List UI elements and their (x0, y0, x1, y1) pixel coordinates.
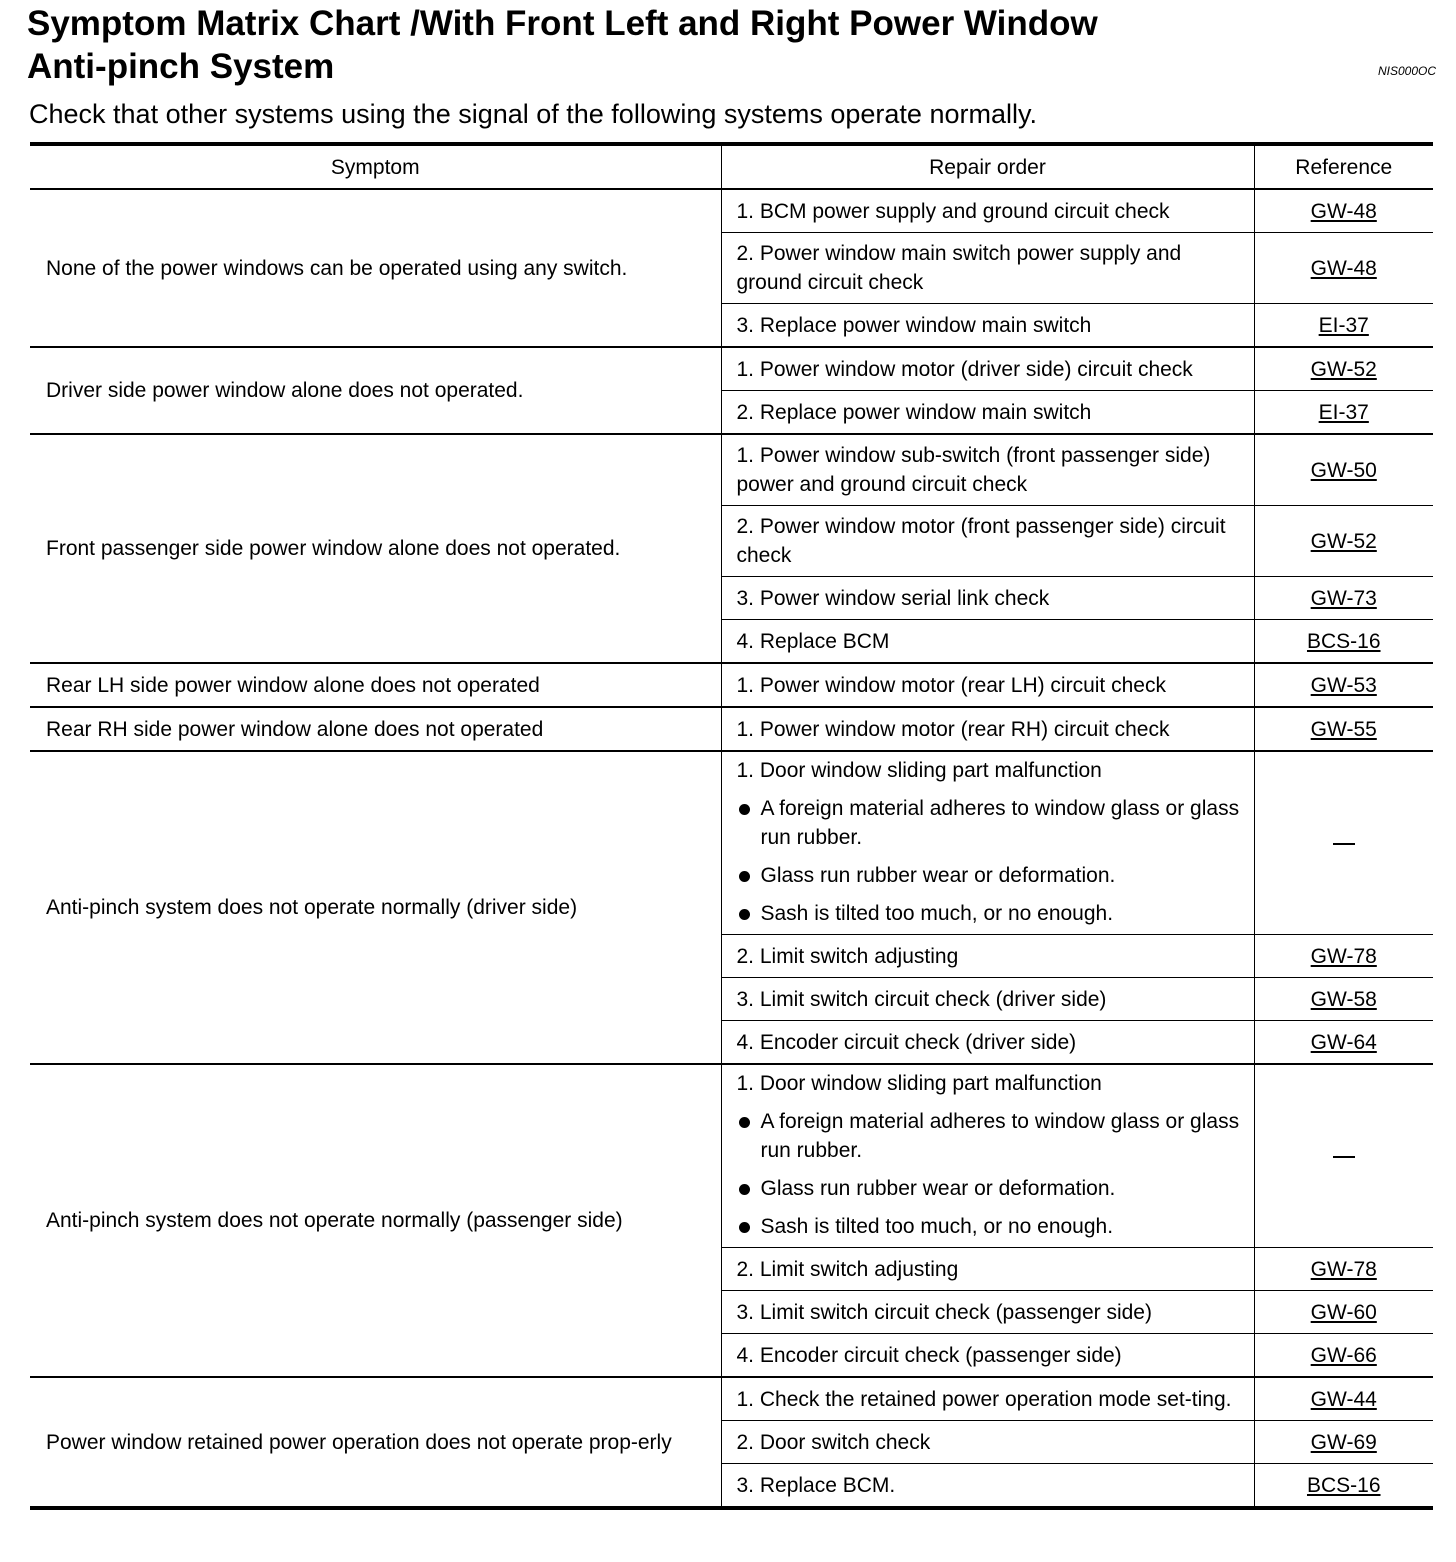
reference-link[interactable]: GW-53 (1254, 663, 1433, 707)
repair-cell: 1. Check the retained power operation mode set-ting. (721, 1377, 1254, 1421)
reference-link[interactable]: GW-58 (1254, 978, 1433, 1021)
dash-icon (1333, 1156, 1355, 1158)
reference-link[interactable]: GW-52 (1254, 347, 1433, 391)
repair-cell: 2. Power window motor (front passenger side) circuit check (721, 506, 1254, 577)
repair-step: 1. Door window sliding part malfunction (736, 759, 1102, 782)
page-title (27, 2, 1227, 88)
table-row (30, 751, 1433, 935)
reference-link[interactable]: GW-73 (1254, 577, 1433, 620)
repair-cell (721, 1064, 1254, 1248)
repair-cell: 3. Replace BCM. (721, 1464, 1254, 1509)
repair-cell: 2. Power window main switch power supply and ground circuit check (721, 233, 1254, 304)
bullet-item: Glass run rubber wear or deformation. (737, 861, 1248, 890)
repair-cell: 4. Encoder circuit check (passenger side) (721, 1334, 1254, 1378)
reference-link[interactable]: EI-37 (1254, 391, 1433, 435)
repair-step: 1. Door window sliding part malfunction (736, 1072, 1102, 1095)
title-line-2: Anti-pinch System (27, 47, 335, 86)
reference-link[interactable]: GW-44 (1254, 1377, 1433, 1421)
repair-cell: 3. Replace power window main switch (721, 304, 1254, 348)
bullet-item: A foreign material adheres to window glass or glass run rubber. (737, 1107, 1248, 1165)
table-row (30, 663, 1433, 707)
reference-cell-empty (1254, 1064, 1433, 1248)
repair-cell: 2. Door switch check (721, 1421, 1254, 1464)
reference-link[interactable]: EI-37 (1254, 304, 1433, 348)
reference-link[interactable]: GW-78 (1254, 1248, 1433, 1291)
repair-cell: 2. Replace power window main switch (721, 391, 1254, 435)
document-code: NIS000OC (1377, 64, 1436, 78)
table-row (30, 1377, 1433, 1421)
reference-link[interactable]: GW-66 (1254, 1334, 1433, 1378)
header-repair-order: Repair order (721, 144, 1254, 189)
repair-cell: 4. Encoder circuit check (driver side) (721, 1021, 1254, 1065)
repair-cell: 1. Power window motor (driver side) circuit check (721, 347, 1254, 391)
symptom-cell: Anti-pinch system does not operate normally (driver side) (30, 751, 721, 1064)
reference-link[interactable]: GW-52 (1254, 506, 1433, 577)
reference-link[interactable]: BCS-16 (1254, 1464, 1433, 1509)
table-row (30, 434, 1433, 506)
repair-cell: 4. Replace BCM (721, 620, 1254, 664)
symptom-cell: Rear LH side power window alone does not operated (30, 663, 721, 707)
repair-cell: 2. Limit switch adjusting (721, 935, 1254, 978)
symptom-cell: Rear RH side power window alone does not operated (30, 707, 721, 751)
repair-cell: 1. BCM power supply and ground circuit check (721, 189, 1254, 233)
reference-link[interactable]: BCS-16 (1254, 620, 1433, 664)
dash-icon (1333, 843, 1355, 845)
bullet-item: Sash is tilted too much, or no enough. (737, 899, 1248, 928)
repair-cell: 2. Limit switch adjusting (721, 1248, 1254, 1291)
table-row (30, 707, 1433, 751)
symptom-cell: None of the power windows can be operated using any switch. (30, 189, 721, 347)
repair-cell (721, 751, 1254, 935)
symptom-cell: Anti-pinch system does not operate normally (passenger side) (30, 1064, 721, 1377)
reference-link[interactable]: GW-48 (1254, 189, 1433, 233)
repair-cell: 1. Power window motor (rear LH) circuit check (721, 663, 1254, 707)
repair-cell: 1. Power window motor (rear RH) circuit check (721, 707, 1254, 751)
symptom-cell: Driver side power window alone does not operated. (30, 347, 721, 434)
title-line-1: Symptom Matrix Chart /With Front Left and Right Power Window (27, 4, 1098, 43)
table-header-row (30, 144, 1433, 189)
bullet-item: A foreign material adheres to window glass or glass run rubber. (737, 794, 1248, 852)
bullet-item: Sash is tilted too much, or no enough. (737, 1212, 1248, 1241)
intro-text: Check that other systems using the signal of the following systems operate normally. (29, 99, 1037, 129)
symptom-cell: Power window retained power operation does not operate prop-erly (30, 1377, 721, 1508)
bullet-item: Glass run rubber wear or deformation. (737, 1174, 1248, 1203)
repair-cell: 3. Power window serial link check (721, 577, 1254, 620)
reference-link[interactable]: GW-50 (1254, 434, 1433, 506)
table-row (30, 1064, 1433, 1248)
reference-link[interactable]: GW-60 (1254, 1291, 1433, 1334)
repair-cell: 1. Power window sub-switch (front passenger side) power and ground circuit check (721, 434, 1254, 506)
header-reference: Reference (1254, 144, 1433, 189)
reference-link[interactable]: GW-69 (1254, 1421, 1433, 1464)
symptom-matrix-table (30, 142, 1433, 1510)
repair-cell: 3. Limit switch circuit check (driver side) (721, 978, 1254, 1021)
reference-link[interactable]: GW-48 (1254, 233, 1433, 304)
symptom-cell: Front passenger side power window alone does not operated. (30, 434, 721, 663)
table-row (30, 189, 1433, 233)
repair-cell: 3. Limit switch circuit check (passenger side) (721, 1291, 1254, 1334)
reference-link[interactable]: GW-78 (1254, 935, 1433, 978)
reference-link[interactable]: GW-64 (1254, 1021, 1433, 1065)
reference-cell-empty (1254, 751, 1433, 935)
table-row (30, 347, 1433, 391)
header-symptom: Symptom (30, 144, 721, 189)
reference-link[interactable]: GW-55 (1254, 707, 1433, 751)
